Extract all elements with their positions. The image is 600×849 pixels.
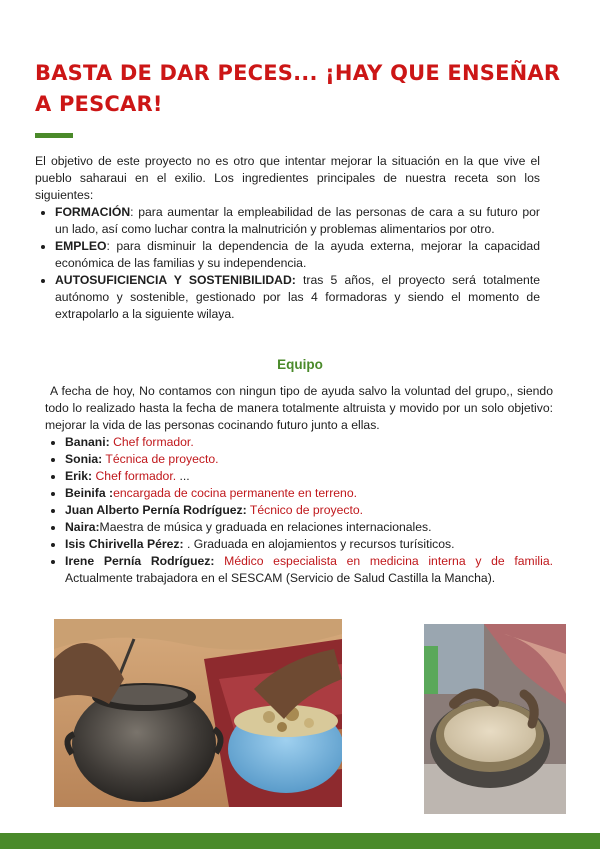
member-name: Juan Alberto Pernía Rodríguez: — [65, 503, 247, 517]
cooking-photo-right — [424, 624, 566, 814]
list-item — [65, 434, 553, 451]
intro-section — [35, 153, 540, 323]
list-item — [65, 485, 553, 502]
team-heading: Equipo — [277, 357, 323, 372]
member-name: Isis Chirivella Pérez: — [65, 537, 184, 551]
list-item — [55, 238, 540, 272]
team-section — [45, 383, 553, 587]
list-item — [65, 468, 553, 485]
item-term: FORMACIÓN — [55, 205, 131, 219]
member-name: Beinifa : — [65, 486, 114, 500]
list-item — [65, 519, 553, 536]
item-term: EMPLEO — [55, 239, 107, 253]
member-role: Técnica de proyecto. — [102, 452, 219, 466]
item-text: : para aumentar la empleabilidad de las personas de cara a su futuro por un lado, así como luchar contra la malnutrición y problemas alimentarios por otro. — [55, 205, 540, 236]
list-item — [55, 272, 540, 323]
member-extra: ... — [176, 469, 190, 483]
list-item — [65, 502, 553, 519]
member-name: Erik: — [65, 469, 93, 483]
member-role: encargada de cocina permanente en terreno. — [113, 486, 357, 500]
member-extra: Actualmente trabajadora en el SESCAM (Servicio de Salud Castilla la Mancha). — [65, 571, 496, 585]
member-role: Técnico de proyecto. — [246, 503, 364, 517]
team-list — [45, 434, 553, 587]
cooking-pot-image — [54, 619, 342, 807]
title-underline — [35, 133, 73, 138]
member-role: Chef formador. — [109, 435, 194, 449]
couscous-sieve-image — [424, 624, 566, 814]
member-role: . Graduada en alojamientos y recursos turísiticos. — [183, 537, 455, 551]
item-text: : para disminuir la dependencia de la ayuda externa, mejorar la capacidad económica de las familias y su independencia. — [55, 239, 540, 270]
intro-paragraph: El objetivo de este proyecto no es otro que intentar mejorar la situación en la que vive el pueblo saharaui en el exilio. Los ingredientes principales de nuestra receta son los siguientes: — [35, 154, 540, 202]
list-item — [65, 451, 553, 468]
page-title: BASTA DE DAR PECES... ¡HAY QUE ENSEÑAR A PESCAR! — [35, 61, 561, 116]
cooking-photo-left — [54, 619, 342, 807]
list-item — [65, 536, 553, 553]
member-role: Médico especialista en medicina interna y de familia. — [214, 554, 553, 568]
list-item — [55, 204, 540, 238]
item-text: tras 5 años, el proyecto será totalmente autónomo y sostenible, gestionado por las 4 formadoras y siendo el momento de extrapolarlo a la siguiente wilaya. — [55, 273, 540, 321]
item-term: AUTOSUFICIENCIA Y SOSTENIBILIDAD: — [55, 273, 296, 287]
member-name: Banani: — [65, 435, 110, 449]
member-role: Chef formador. — [92, 469, 177, 483]
footer-bar — [0, 833, 600, 849]
member-name: Irene Pernía Rodríguez: — [65, 554, 215, 568]
team-paragraph: A fecha de hoy, No contamos con ningun tipo de ayuda salvo la voluntad del grupo,, siendo todo lo realizado hasta la fecha de manera totalmente altruista y movido por un solo objetivo: mejorar la vida de las personas cocinando futuro junto a ellas. — [45, 384, 553, 432]
list-item — [65, 553, 553, 587]
member-name: Naira: — [65, 520, 100, 534]
ingredients-list — [35, 204, 540, 323]
member-role: Maestra de música y graduada en relaciones internacionales. — [99, 520, 432, 534]
member-name: Sonia: — [65, 452, 103, 466]
